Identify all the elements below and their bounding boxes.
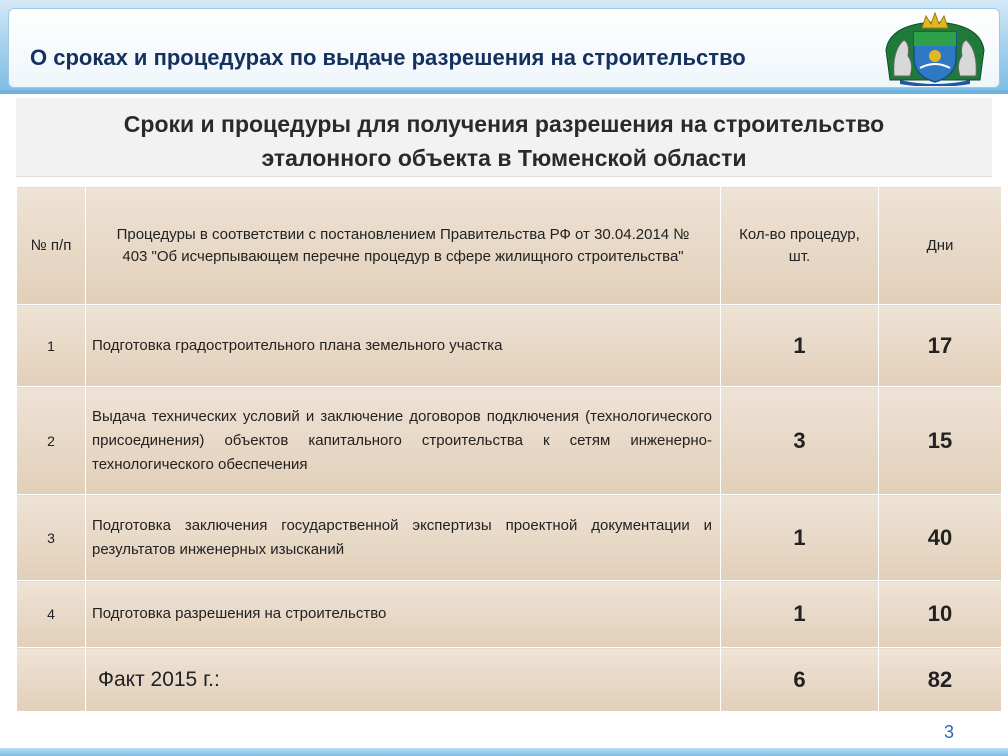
header-num: № п/п	[17, 187, 86, 305]
row-count: 1	[721, 305, 879, 387]
row-count: 1	[721, 581, 879, 648]
table-row	[17, 305, 1002, 387]
row-days: 10	[879, 581, 1002, 648]
table-caption	[16, 98, 992, 177]
caption-line-1: Сроки и процедуры для получения разрешения на строительство	[123, 111, 885, 137]
total-count: 6	[721, 648, 879, 712]
row-num: 3	[17, 495, 86, 581]
total-label: Факт 2015 г.:	[86, 648, 721, 712]
header-panel	[8, 8, 1000, 88]
header-divider	[0, 90, 1008, 94]
table-row	[17, 387, 1002, 495]
slide-header	[0, 0, 1008, 92]
total-empty-cell	[17, 648, 86, 712]
caption-line-2: эталонного объекта в Тюменской области	[261, 145, 747, 171]
row-days: 15	[879, 387, 1002, 495]
row-days: 40	[879, 495, 1002, 581]
header-days: Дни	[879, 187, 1002, 305]
row-procedure: Подготовка заключения государственной экспертизы проектной документации и результатов инженерных изысканий	[86, 495, 721, 581]
row-days: 17	[879, 305, 1002, 387]
table-row	[17, 581, 1002, 648]
total-row	[17, 648, 1002, 712]
row-num: 4	[17, 581, 86, 648]
row-num: 2	[17, 387, 86, 495]
row-procedure: Подготовка разрешения на строительство	[86, 581, 721, 648]
footer-bar	[0, 748, 1008, 756]
table-header-row	[17, 187, 1002, 305]
row-num: 1	[17, 305, 86, 387]
slide-title: О сроках и процедурах по выдаче разрешения на строительство	[30, 45, 746, 70]
row-count: 1	[721, 495, 879, 581]
page-number: 3	[944, 722, 955, 742]
total-days: 82	[879, 648, 1002, 712]
header-count: Кол-во процедур, шт.	[721, 187, 879, 305]
row-procedure: Подготовка градостроительного плана земельного участка	[86, 305, 721, 387]
table-row	[17, 495, 1002, 581]
row-procedure: Выдача технических условий и заключение договоров подключения (технологического присоединения) объектов капитального строительства к сетям инженерно-технологического обеспечения	[86, 387, 721, 495]
procedures-table	[16, 186, 1002, 712]
row-count: 3	[721, 387, 879, 495]
header-procedures: Процедуры в соответствии с постановлением Правительства РФ от 30.04.2014 № 403 "Об исчерпывающем перечне процедур в сфере жилищного строительства"	[86, 187, 721, 305]
tyumen-coat-of-arms-icon	[880, 10, 990, 86]
